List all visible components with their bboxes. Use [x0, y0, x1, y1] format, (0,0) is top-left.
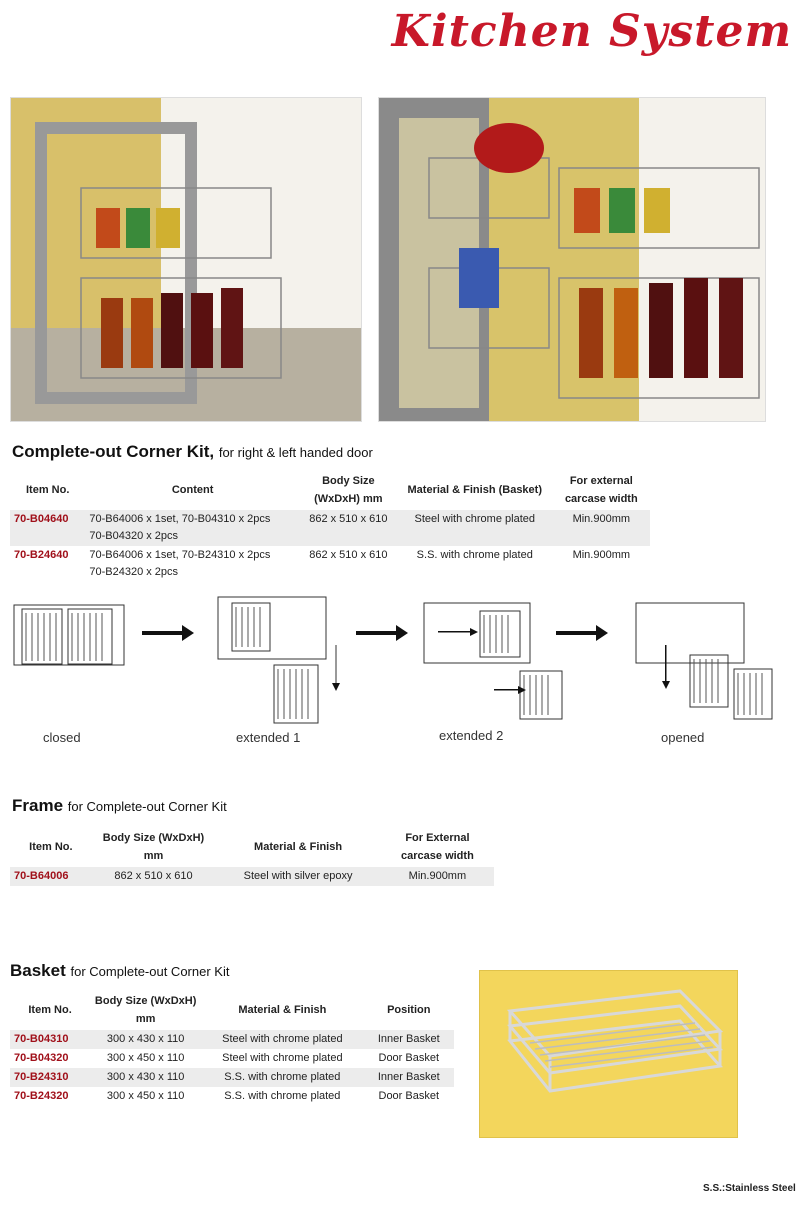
item-code: 70-B04310 — [10, 1030, 90, 1049]
step-label-extended1: extended 1 — [236, 730, 301, 745]
frame-subtitle: for Complete-out Corner Kit — [67, 799, 227, 814]
basket-title: Basket — [10, 961, 66, 980]
page-title: Kitchen System — [391, 6, 792, 57]
extended2-cabinet — [424, 603, 530, 663]
table-row — [10, 1049, 454, 1068]
position-cell: Door Basket — [378, 1090, 440, 1102]
width-cell: Min.900mm — [572, 549, 631, 561]
material-cell: S.S. with chrome plated — [416, 549, 533, 561]
content-cell — [85, 546, 299, 582]
frame-title: Frame — [12, 796, 64, 815]
col-width: For External carcase width — [401, 832, 474, 862]
material-cell: Steel with chrome plated — [222, 1052, 343, 1064]
size-cell: 300 x 430 x 110 — [90, 1068, 201, 1087]
size-cell: 862 x 510 x 610 — [309, 549, 388, 561]
kit-section-heading — [12, 442, 373, 462]
table-row — [10, 546, 650, 582]
item-code: 70-B24310 — [10, 1068, 90, 1087]
col-size: Body Size (WxDxH) mm — [314, 475, 383, 505]
width-cell: Min.900mm — [381, 867, 494, 886]
width-cell: Min.900mm — [553, 510, 650, 546]
col-material: Material & Finish — [238, 1004, 327, 1016]
size-cell: 862 x 510 x 610 — [300, 510, 397, 546]
col-width: For external carcase width — [564, 475, 638, 505]
col-size: Body Size (WxDxH) mm — [102, 832, 205, 862]
footer-note: S.S.:Stainless Steel — [703, 1183, 796, 1194]
item-code: 70-B64006 — [10, 867, 92, 886]
table-row — [10, 867, 494, 886]
size-cell: 300 x 450 x 110 — [106, 1052, 185, 1064]
basket-subtitle: for Complete-out Corner Kit — [70, 964, 230, 979]
content-cell — [85, 510, 299, 546]
size-cell: 300 x 430 x 110 — [90, 1030, 201, 1049]
kit-table — [10, 470, 650, 582]
opened-cabinet — [636, 603, 744, 663]
item-code: 70-B24320 — [14, 1090, 69, 1102]
material-cell: Steel with silver epoxy — [215, 867, 381, 886]
basket-photo — [479, 970, 738, 1138]
table-row — [10, 1087, 454, 1106]
kit-photo-closed — [10, 97, 362, 422]
position-cell: Inner Basket — [364, 1030, 454, 1049]
frame-table-header — [10, 827, 494, 867]
position-cell: Inner Basket — [364, 1068, 454, 1087]
item-code: 70-B24640 — [14, 549, 69, 561]
material-cell: S.S. with chrome plated — [201, 1068, 363, 1087]
material-cell: Steel with chrome plated — [397, 510, 553, 546]
step-label-closed: closed — [43, 730, 81, 745]
table-row — [10, 1030, 454, 1049]
step-label-extended2: extended 2 — [439, 728, 504, 743]
item-code: 70-B04320 — [14, 1052, 69, 1064]
extended1-cabinet — [218, 597, 326, 659]
kit-subtitle: for right & left handed door — [218, 445, 373, 460]
item-code: 70-B04640 — [10, 510, 85, 546]
col-material: Material & Finish (Basket) — [407, 484, 542, 496]
material-cell: Steel with chrome plated — [201, 1030, 363, 1049]
table-row — [10, 1068, 454, 1087]
col-material: Material & Finish — [254, 841, 343, 853]
basket-table-header — [10, 990, 454, 1030]
col-position: Position — [387, 1004, 431, 1016]
basket-section-heading — [10, 961, 229, 981]
size-cell: 300 x 450 x 110 — [106, 1090, 185, 1102]
position-cell: Door Basket — [378, 1052, 440, 1064]
table-row — [10, 510, 650, 546]
kit-photo-open — [378, 97, 766, 422]
col-item: Item No. — [28, 1004, 72, 1016]
content-line: 70-B64006 x 1set, 70-B24310 x 2pcs — [89, 549, 271, 561]
step-diagram — [0, 585, 800, 735]
col-item: Item No. — [25, 484, 70, 496]
step-label-opened: opened — [661, 730, 705, 745]
size-cell: 862 x 510 x 610 — [92, 867, 216, 886]
material-cell: S.S. with chrome plated — [224, 1090, 341, 1102]
col-item: Item No. — [29, 841, 73, 853]
content-line: 70-B24320 x 2pcs — [89, 566, 179, 578]
basket-table — [10, 990, 454, 1106]
frame-table — [10, 827, 494, 886]
col-size: Body Size (WxDxH) mm — [94, 995, 197, 1025]
frame-section-heading — [12, 796, 227, 816]
col-content: Content — [171, 484, 214, 496]
content-line: 70-B64006 x 1set, 70-B04310 x 2pcs — [89, 513, 271, 525]
kit-title: Complete-out Corner Kit, — [12, 442, 215, 461]
kit-table-header — [10, 470, 650, 510]
content-line: 70-B04320 x 2pcs — [89, 530, 179, 542]
